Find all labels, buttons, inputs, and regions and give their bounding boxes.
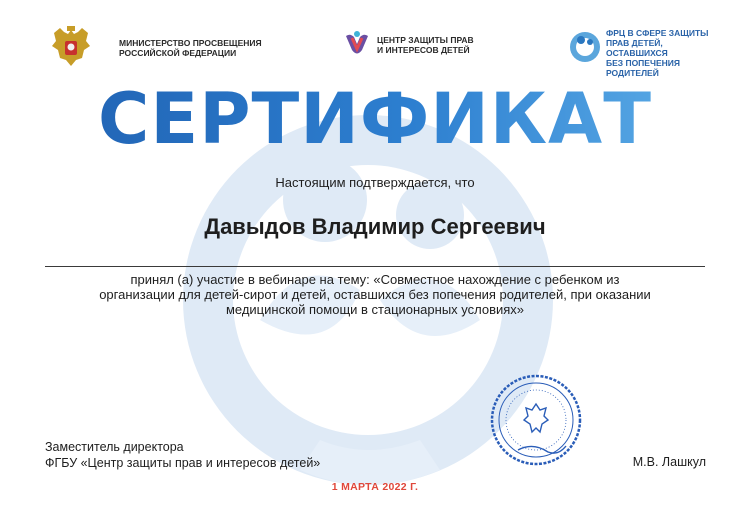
frc-logo-icon: [568, 30, 602, 64]
official-stamp-icon: [488, 372, 584, 468]
center-logo-text: ЦЕНТР ЗАЩИТЫ ПРАВ И ИНТЕРЕСОВ ДЕТЕЙ: [377, 35, 474, 55]
center-logo-icon: [343, 30, 371, 58]
certificate-title: СЕРТИФИКАТ: [0, 78, 750, 160]
ministry-coat-of-arms-icon: [48, 24, 94, 70]
webinar-topic: принял (а) участие в вебинаре на тему: «Совместное нахождение с ребенком из организации для детей-сирот и детей, оставшихся без попечения родителей, при оказании медицинской помощи в стационарных условиях»: [99, 272, 651, 317]
frc-logo-text: ФРЦ В СФЕРЕ ЗАЩИТЫ ПРАВ ДЕТЕЙ, ОСТАВШИХСЯ БЕЗ ПОПЕЧЕНИЯ РОДИТЕЛЕЙ: [606, 28, 709, 78]
confirm-text: Настоящим подтверждается, что: [275, 175, 475, 190]
signatory-name: М.В. Лашкул: [632, 455, 706, 469]
signatory-position: Заместитель директора ФГБУ «Центр защиты прав и интересов детей»: [45, 440, 321, 470]
ministry-logo-text: МИНИСТЕРСТВО ПРОСВЕЩЕНИЯ РОССИЙСКОЙ ФЕДЕРАЦИИ: [119, 38, 262, 58]
issue-date: 1 МАРТА 2022 Г.: [331, 481, 419, 493]
name-underline: [45, 266, 705, 267]
recipient-name: Давыдов Владимир Сергеевич: [204, 214, 546, 239]
